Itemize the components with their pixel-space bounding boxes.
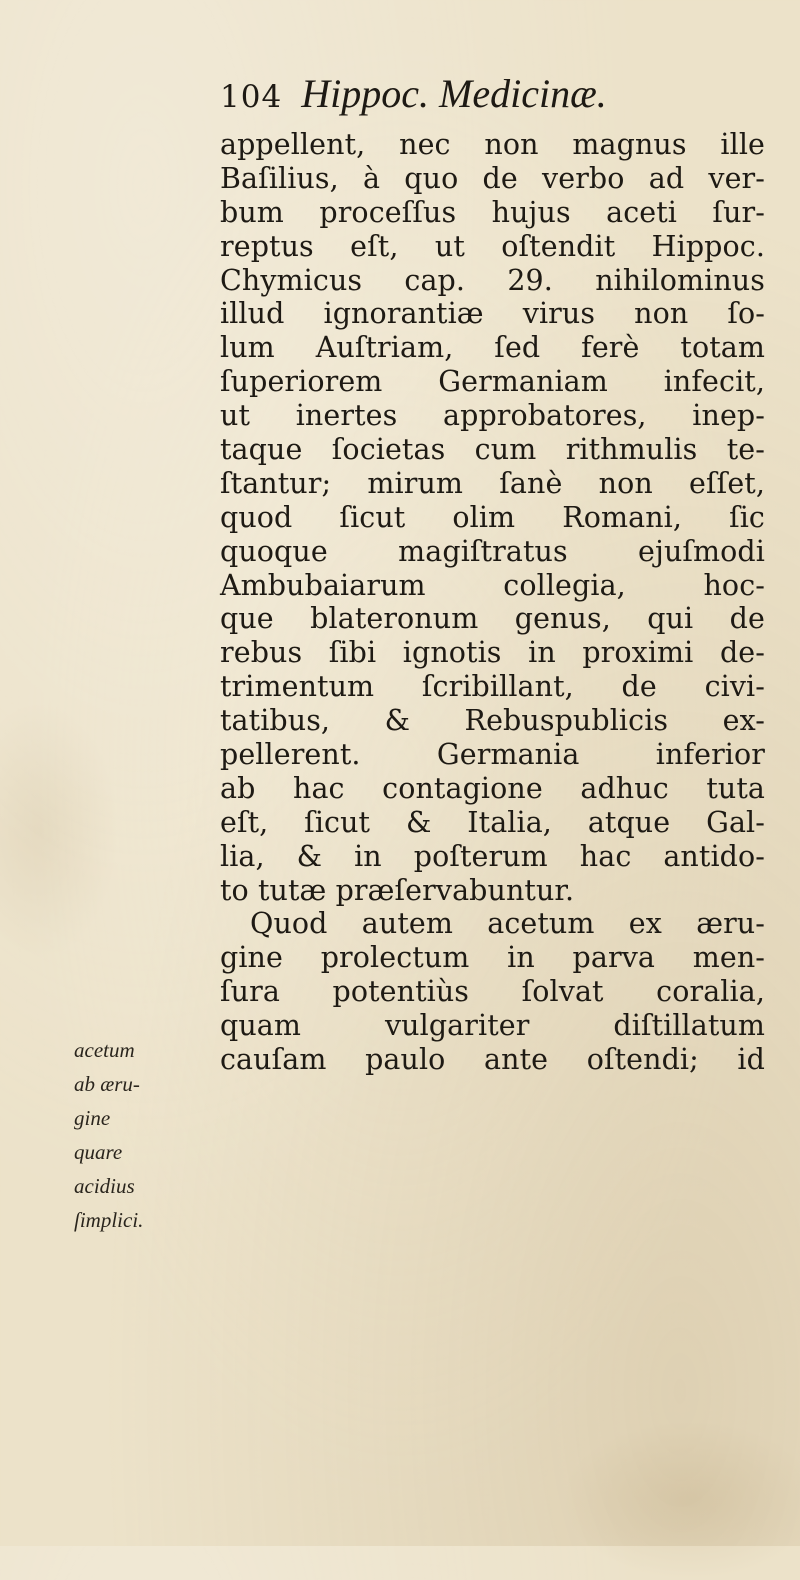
- page-header: [220, 70, 607, 120]
- text-line: quoque magiſtratus ejuſmodi: [220, 534, 765, 568]
- text-line: quam vulgariter diſtillatum: [220, 1009, 765, 1043]
- margin-note-line: gine: [74, 1106, 111, 1130]
- margin-note-line: ab æru-: [74, 1072, 140, 1096]
- margin-note-line: acetum: [74, 1038, 135, 1062]
- text-line-paragraph-start: Quod autem acetum ex æru-: [250, 907, 765, 941]
- page-number: 104: [220, 79, 283, 115]
- margin-note-line: ſimplici.: [74, 1208, 144, 1232]
- text-line: ut inertes approbatores, inep-: [220, 399, 765, 433]
- marginal-note: [74, 1033, 204, 1237]
- margin-note-line: quare: [74, 1140, 123, 1164]
- text-line: ab hac contagione adhuc tuta: [220, 771, 765, 805]
- text-line: trimentum ſcribillant, de civi-: [220, 670, 765, 704]
- text-line: pellerent. Germania inferior: [220, 738, 765, 772]
- text-line: lum Auſtriam, ſed ferè totam: [220, 331, 765, 365]
- text-line: appellent, nec non magnus ille: [220, 128, 765, 161]
- text-line: ſtantur; mirum ſanè non eſſet,: [220, 466, 765, 500]
- main-text-column: [220, 128, 765, 1077]
- text-line: rebus ſibi ignotis in proximi de-: [220, 636, 765, 670]
- text-line: bum proceſſus hujus aceti ſur-: [220, 195, 765, 229]
- text-line: Chymicus cap. 29. nihilominus: [220, 263, 765, 297]
- text-line: Ambubaiarum collegia, hoc-: [220, 568, 765, 602]
- text-line: lia, & in poſterum hac antido-: [220, 839, 765, 873]
- text-line: ſuperiorem Germaniam infecit,: [220, 365, 765, 399]
- paper-stain: [560, 1420, 800, 1580]
- text-line-paragraph-end: to tutæ præſervabuntur.: [220, 873, 575, 907]
- text-line: reptus eſt, ut oſtendit Hippoc.: [220, 229, 765, 263]
- running-title: Hippoc. Medicinæ.: [301, 71, 607, 116]
- paper-stain: [0, 700, 120, 960]
- text-line: Baſilius, à quo de verbo ad ver-: [220, 161, 765, 195]
- text-line: gine prolectum in parva men-: [220, 941, 765, 975]
- text-line: illud ignorantiæ virus non ſo-: [220, 297, 765, 331]
- text-line: quod ſicut olim Romani, ſic: [220, 500, 765, 534]
- text-line: ſura potentiùs ſolvat coralia,: [220, 975, 765, 1009]
- text-line: eſt, ſicut & Italia, atque Gal-: [220, 805, 765, 839]
- text-line: cauſam paulo ante oſtendi; id: [220, 1043, 765, 1077]
- margin-note-line: acidius: [74, 1174, 135, 1198]
- text-line: tatibus, & Rebuspublicis ex-: [220, 704, 765, 738]
- text-line: que blateronum genus, qui de: [220, 602, 765, 636]
- text-line: taque ſocietas cum rithmulis te-: [220, 433, 765, 467]
